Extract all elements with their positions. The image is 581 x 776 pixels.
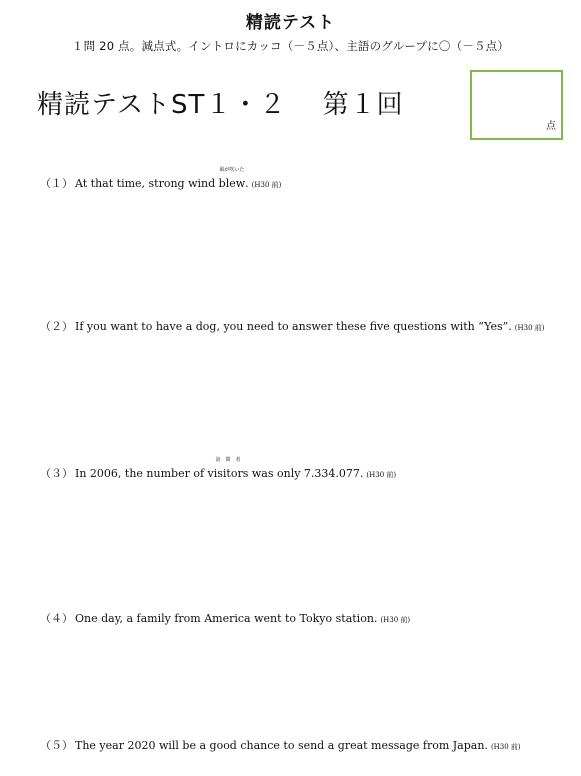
source-note: (H30 前) (251, 181, 282, 189)
question-text: In 2006, the number of (75, 467, 208, 480)
question-number: （５） (40, 739, 73, 752)
source-note: (H30 前) (380, 616, 411, 624)
glossed-word-text: blew (218, 177, 246, 190)
question-text: If you want to have a dog, you need to answer these five questions with “Yes”. (75, 320, 512, 333)
source-note: (H30 前) (366, 471, 397, 479)
question-3 (40, 457, 397, 481)
glossed-word (207, 457, 249, 480)
question-number: （３） (40, 467, 73, 480)
question-text-end: was only 7.334.077. (248, 467, 364, 480)
source-note: (H30 前) (514, 324, 545, 332)
glossed-word-text: visitors (207, 467, 249, 480)
question-number: （２） (40, 320, 73, 333)
question-number: （４） (40, 612, 73, 625)
question-text: At that time, strong wind (75, 177, 219, 190)
page-title: 精読テスト (245, 13, 336, 33)
question-4 (40, 610, 410, 626)
question-2 (40, 318, 544, 334)
gloss-text: 風が吹いた (219, 167, 245, 173)
source-note: (H30 前) (490, 743, 521, 751)
question-5 (40, 737, 521, 753)
question-1 (40, 167, 282, 191)
question-number: （１） (40, 177, 73, 190)
score-unit-label: 点 (546, 121, 556, 132)
glossed-word (218, 167, 246, 190)
score-box[interactable] (470, 70, 563, 140)
test-heading: 精読テストST１・２ 第１回 (37, 90, 404, 120)
question-text-end: . (245, 177, 249, 190)
question-text: One day, a family from America went to Tokyo station. (75, 612, 378, 625)
gloss-text: 訪 問 者 (215, 457, 241, 463)
scoring-rules: １問 20 点。減点式。イントロにカッコ（－５点）、主語のグループに〇（－５点） (71, 39, 510, 53)
question-text: The year 2020 will be a good chance to send a great message from Japan. (75, 739, 488, 752)
